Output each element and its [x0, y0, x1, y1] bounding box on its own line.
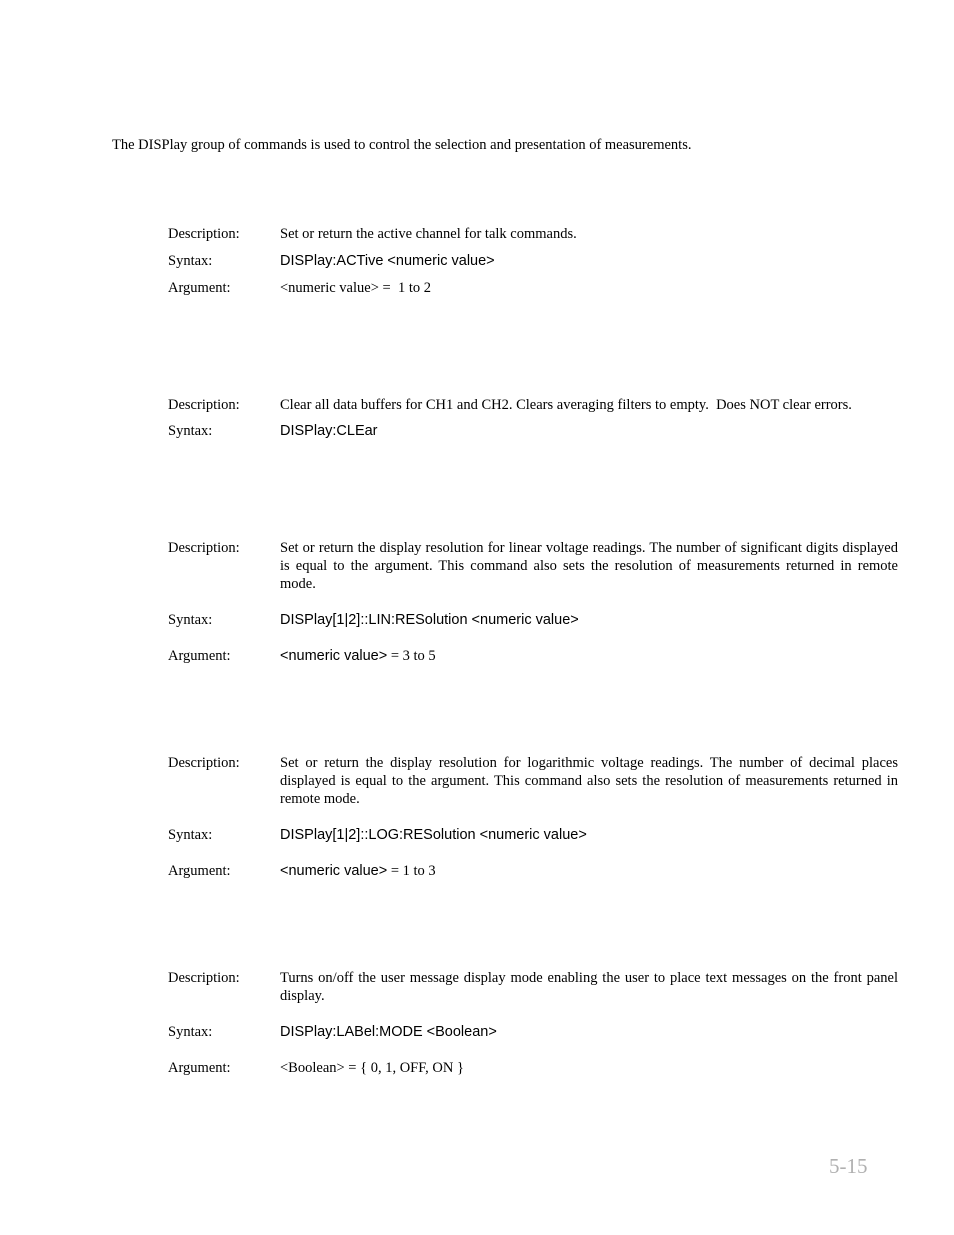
- description-text: Set or return the active channel for talk commands.: [280, 226, 577, 242]
- syntax-row: [168, 826, 898, 844]
- argument-row: [168, 1059, 898, 1077]
- intro-paragraph: The DISPlay group of commands is used to control the selection and presentation of measurements.: [112, 137, 692, 153]
- argument-label: Argument:: [168, 1060, 231, 1076]
- syntax-text: DISPlay[1|2]::LIN:RESolution <numeric value>: [280, 612, 579, 628]
- command-entry-log-resolution: [168, 754, 898, 880]
- description-label: Description:: [168, 226, 240, 242]
- syntax-row: [168, 422, 898, 440]
- syntax-row: [168, 252, 898, 270]
- command-entry-label-mode: [168, 969, 898, 1077]
- syntax-label: Syntax:: [168, 827, 213, 843]
- syntax-text: DISPlay:ACTive <numeric value>: [280, 253, 495, 269]
- description-label: Description:: [168, 540, 240, 556]
- syntax-text: DISPlay:LABel:MODE <Boolean>: [280, 1024, 497, 1040]
- argument-text: [280, 862, 898, 880]
- description-label: Description:: [168, 755, 240, 771]
- syntax-label: Syntax:: [168, 423, 213, 439]
- argument-code: <numeric value>: [280, 863, 388, 879]
- description-text: Set or return the display resolution for linear voltage readings. The number of significant digits displayed is equal to the argument. This command also sets the resolution of measurements returned in remote mode.: [280, 540, 898, 592]
- argument-label: Argument:: [168, 280, 231, 296]
- syntax-text: DISPlay:CLEar: [280, 423, 378, 439]
- syntax-label: Syntax:: [168, 253, 213, 269]
- description-label: Description:: [168, 397, 240, 413]
- description-text: Turns on/off the user message display mode enabling the user to place text messages on the front panel display.: [280, 970, 898, 1004]
- description-row: [168, 396, 898, 414]
- syntax-label: Syntax:: [168, 612, 213, 628]
- argument-range: = 3 to 5: [387, 648, 436, 664]
- argument-label: Argument:: [168, 648, 231, 664]
- syntax-row: [168, 1023, 898, 1041]
- argument-text: <Boolean> = { 0, 1, OFF, ON }: [280, 1060, 464, 1076]
- description-row: [168, 539, 898, 593]
- command-entry-lin-resolution: [168, 539, 898, 665]
- command-entry-active: [168, 225, 898, 297]
- syntax-text: DISPlay[1|2]::LOG:RESolution <numeric value>: [280, 827, 587, 843]
- argument-label: Argument:: [168, 863, 231, 879]
- argument-text: [280, 647, 898, 665]
- description-row: [168, 754, 898, 808]
- command-entry-clear: [168, 396, 898, 440]
- argument-code: <numeric value>: [280, 648, 388, 664]
- syntax-row: [168, 611, 898, 629]
- page-number: 5-15: [829, 1154, 868, 1178]
- description-row: [168, 225, 898, 243]
- description-text: Clear all data buffers for CH1 and CH2. Clears averaging filters to empty. Does NOT clear errors.: [280, 397, 852, 413]
- syntax-label: Syntax:: [168, 1024, 213, 1040]
- description-row: [168, 969, 898, 1005]
- description-text: Set or return the display resolution for logarithmic voltage readings. The number of decimal places displayed is equal to the argument. This command also sets the resolution of measurements returned in remote mode.: [280, 755, 898, 807]
- argument-range: = 1 to 3: [387, 863, 436, 879]
- argument-row: [168, 862, 898, 880]
- argument-text: <numeric value> = 1 to 2: [280, 280, 431, 296]
- argument-row: [168, 647, 898, 665]
- description-label: Description:: [168, 970, 240, 986]
- argument-row: [168, 279, 898, 297]
